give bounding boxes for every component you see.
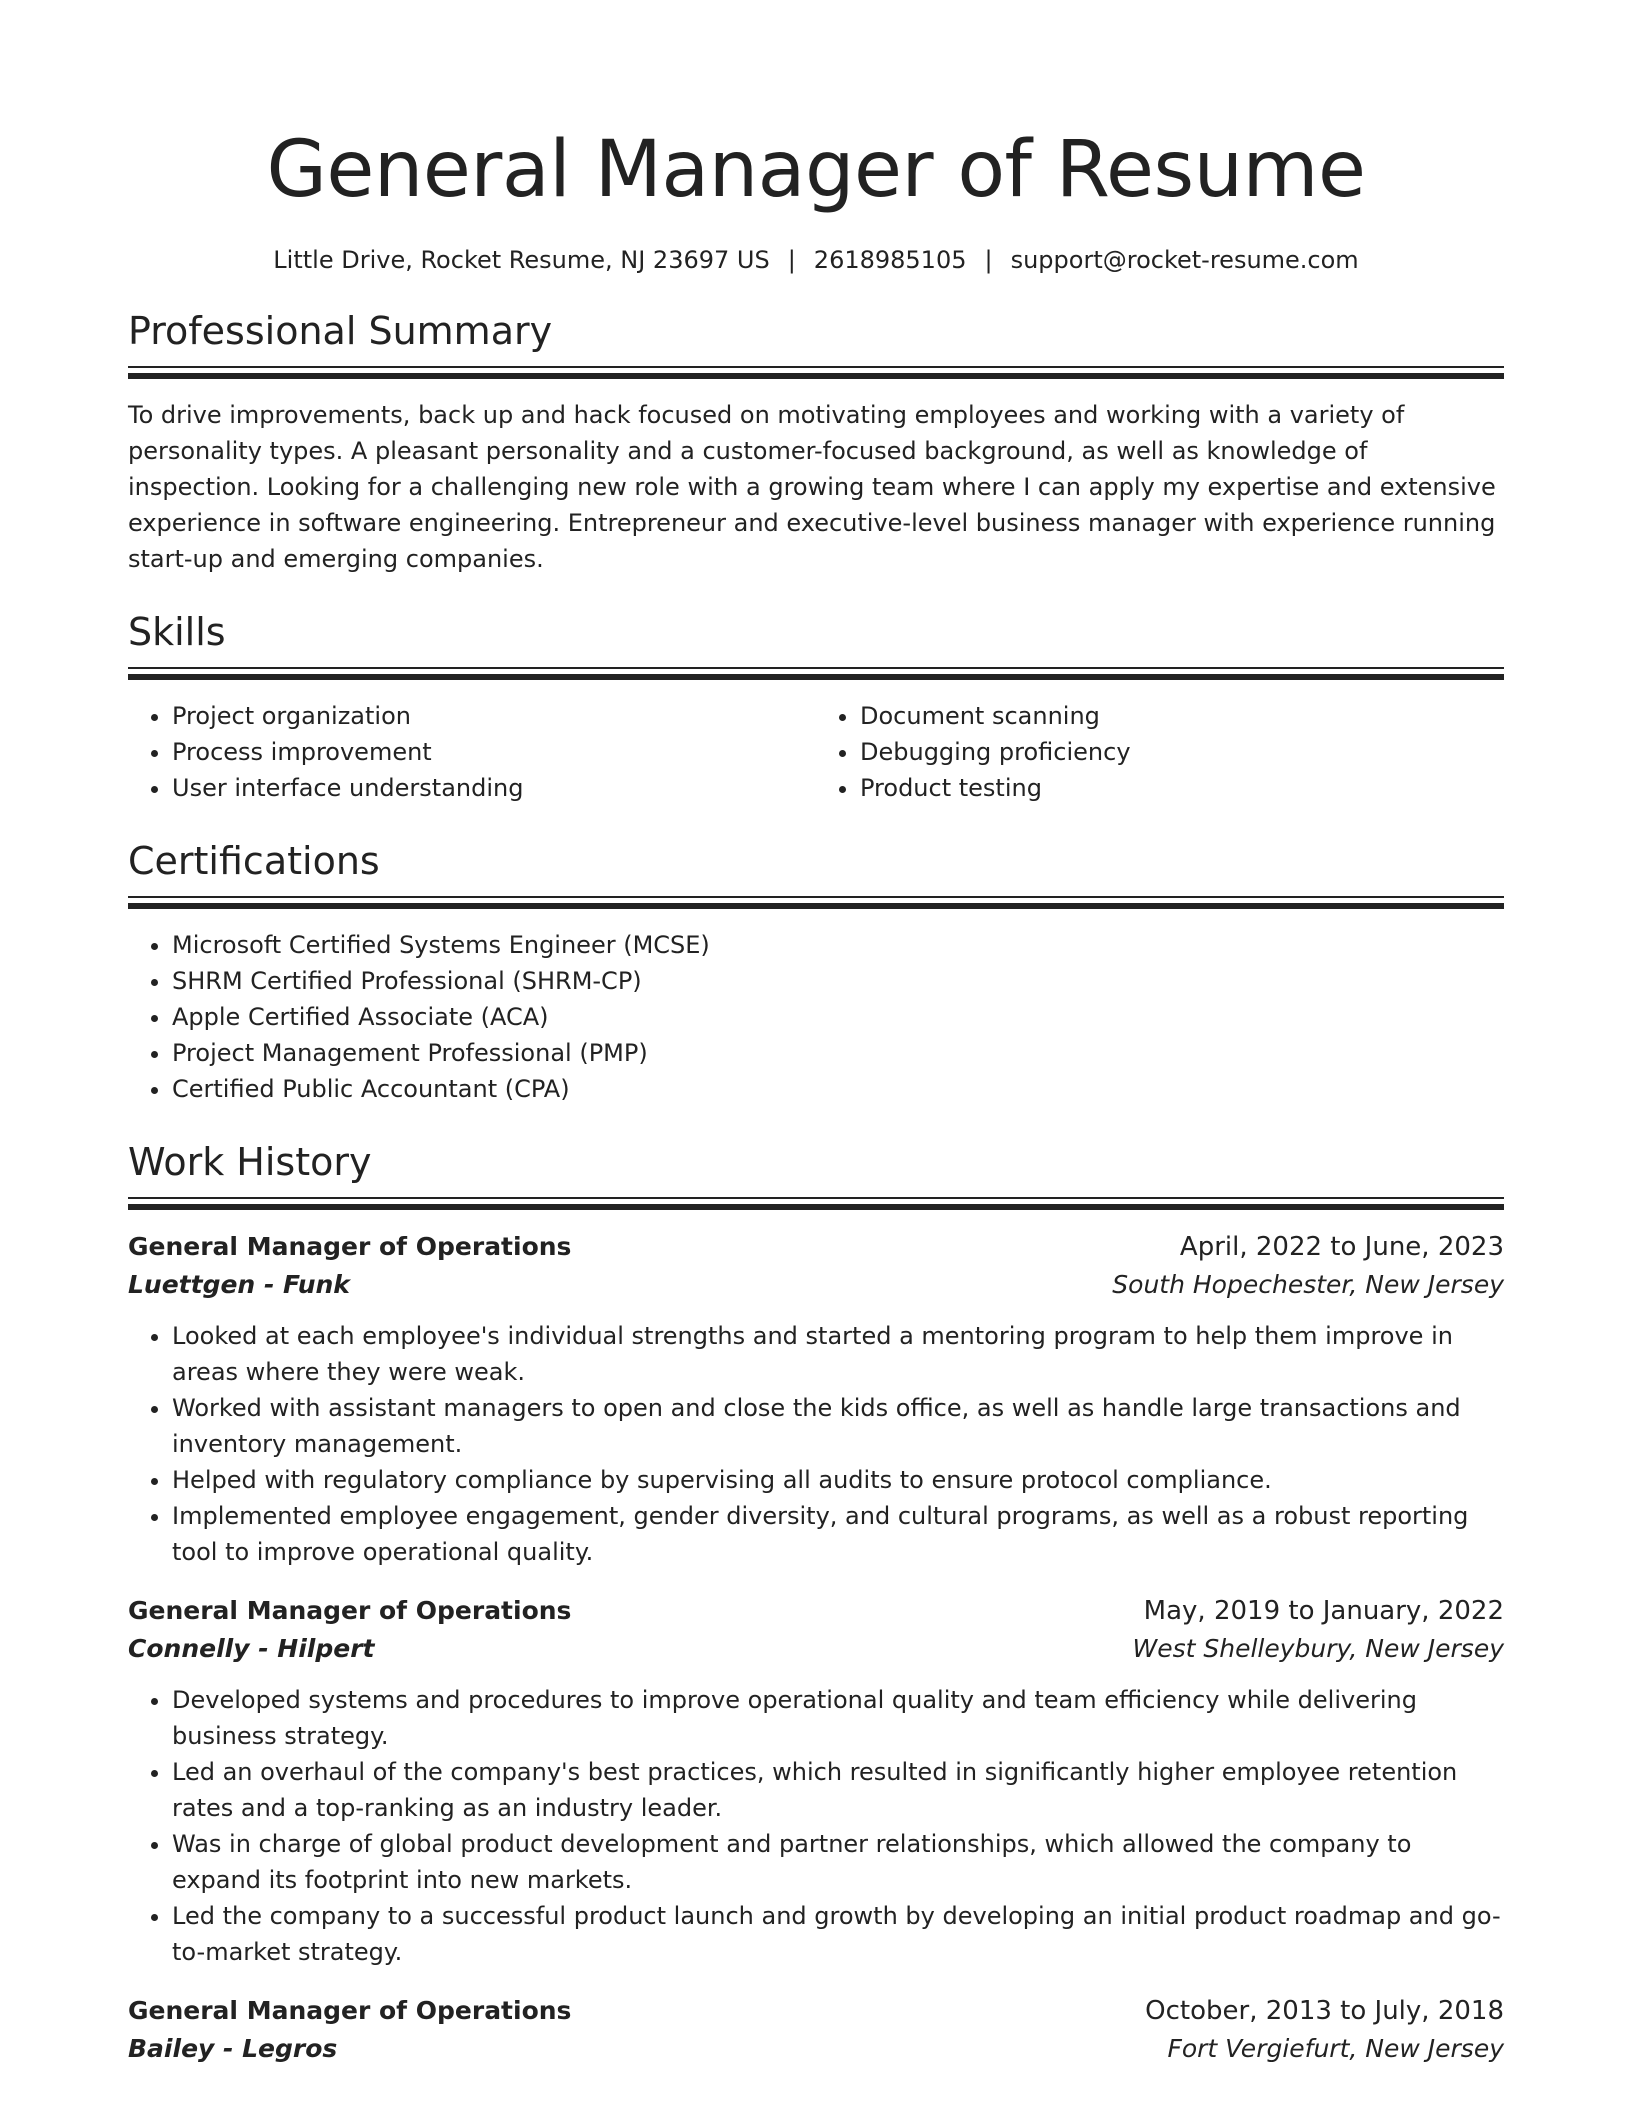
summary-text: To drive improvements, back up and hack focused on motivating employees and working with a variety of personality types. A pleasant personality and a customer-focused background, as well as knowledge of inspection. Looking for a challenging new role with a growing team where I can apply my expertise and extensive experience in software engineering. Entrepreneur and executive-level business manager with experience running start-up and emerging companies. xyxy=(128,401,1496,573)
certifications-list xyxy=(128,927,1504,1107)
section-divider xyxy=(128,896,1504,909)
skill-item: • Debugging proficiency xyxy=(860,734,1504,770)
job-dates: October, 2013 to July, 2018 xyxy=(1145,1996,1504,2026)
job-bullets xyxy=(128,1682,1504,1970)
certification-item: • Project Management Professional (PMP) xyxy=(172,1035,1504,1071)
section-title-certifications: Certifications xyxy=(128,839,380,883)
section-title-skills: Skills xyxy=(128,610,226,654)
job-entry xyxy=(128,1228,1504,1570)
skills-columns xyxy=(128,698,1504,806)
skills-right-list xyxy=(816,698,1504,806)
certification-item: • Certified Public Accountant (CPA) xyxy=(172,1071,1504,1107)
skill-item: • Document scanning xyxy=(860,698,1504,734)
job-company-row xyxy=(128,1266,1504,1304)
skill-item: • Product testing xyxy=(860,770,1504,806)
contact-email: support@rocket-resume.com xyxy=(1010,246,1359,274)
job-bullet: • Led an overhaul of the company's best practices, which resulted in significantly higher employee retention rates and a top-ranking as an industry leader. xyxy=(172,1754,1504,1826)
contact-address: Little Drive, Rocket Resume, NJ 23697 US xyxy=(273,246,770,274)
job-bullet: • Was in charge of global product development and partner relationships, which allowed the company to expand its footprint into new markets. xyxy=(172,1826,1504,1898)
job-title: General Manager of Operations xyxy=(128,1232,572,1261)
certification-item: • Microsoft Certified Systems Engineer (MCSE) xyxy=(172,927,1504,963)
resume-name: General Manager of Resume xyxy=(266,125,1366,215)
work-history-section xyxy=(128,1137,1504,2068)
section-title-work-history: Work History xyxy=(128,1140,372,1184)
job-entry xyxy=(128,1592,1504,1970)
job-bullet: • Implemented employee engagement, gender diversity, and cultural programs, as well as a robust reporting tool to improve operational quality. xyxy=(172,1498,1504,1570)
job-company-row xyxy=(128,2030,1504,2068)
section-title-summary: Professional Summary xyxy=(128,309,553,353)
contact-separator: | xyxy=(984,246,993,274)
job-location: South Hopechester, New Jersey xyxy=(1112,1270,1504,1299)
job-company: Luettgen - Funk xyxy=(128,1270,350,1299)
certification-item: • Apple Certified Associate (ACA) xyxy=(172,999,1504,1035)
job-bullet: • Looked at each employee's individual strengths and started a mentoring program to help them improve in areas where they were weak. xyxy=(172,1318,1504,1390)
job-company-row xyxy=(128,1630,1504,1668)
contact-phone: 2618985105 xyxy=(813,246,967,274)
job-entry xyxy=(128,1992,1504,2068)
skill-item: • User interface understanding xyxy=(172,770,816,806)
contact-separator: | xyxy=(787,246,796,274)
skill-item: • Project organization xyxy=(172,698,816,734)
job-bullet: • Developed systems and procedures to improve operational quality and team efficiency while delivering business strategy. xyxy=(172,1682,1504,1754)
skills-section xyxy=(128,607,1504,806)
section-divider xyxy=(128,366,1504,379)
job-company: Bailey - Legros xyxy=(128,2034,338,2063)
job-location: Fort Vergiefurt, New Jersey xyxy=(1167,2034,1504,2063)
job-dates: May, 2019 to January, 2022 xyxy=(1143,1596,1504,1626)
skills-left-list xyxy=(128,698,816,806)
job-dates: April, 2022 to June, 2023 xyxy=(1179,1232,1504,1262)
job-title: General Manager of Operations xyxy=(128,1596,572,1625)
job-bullet: • Helped with regulatory compliance by supervising all audits to ensure protocol compliance. xyxy=(172,1462,1504,1498)
job-title: General Manager of Operations xyxy=(128,1996,572,2025)
job-bullets xyxy=(128,1318,1504,1570)
job-bullet: • Worked with assistant managers to open and close the kids office, as well as handle large transactions and inventory management. xyxy=(172,1390,1504,1462)
contact-line xyxy=(128,244,1504,276)
job-header-row xyxy=(128,1592,1504,1630)
job-bullet: • Led the company to a successful product launch and growth by developing an initial product roadmap and go-to-market strategy. xyxy=(172,1898,1504,1970)
job-header-row xyxy=(128,1228,1504,1266)
section-divider xyxy=(128,667,1504,680)
certification-item: • SHRM Certified Professional (SHRM-CP) xyxy=(172,963,1504,999)
skill-item: • Process improvement xyxy=(172,734,816,770)
job-header-row xyxy=(128,1992,1504,2030)
certifications-section xyxy=(128,836,1504,1107)
job-location: West Shelleybury, New Jersey xyxy=(1132,1634,1504,1663)
section-divider xyxy=(128,1197,1504,1210)
summary-section xyxy=(128,306,1504,577)
job-company: Connelly - Hilpert xyxy=(128,1634,375,1663)
